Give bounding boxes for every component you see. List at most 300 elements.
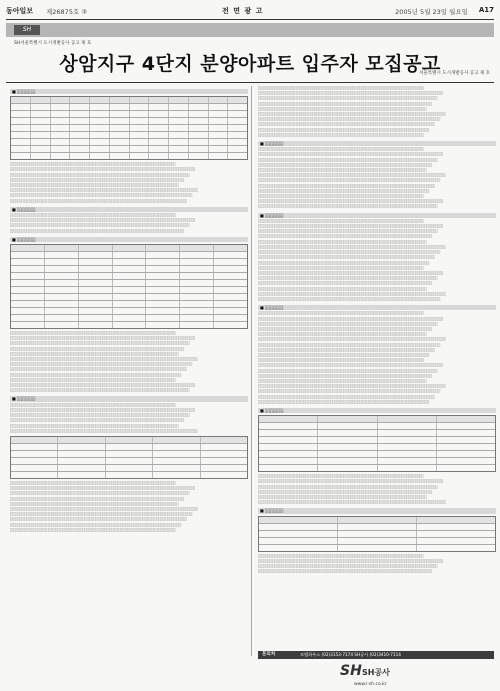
fineprint-line: ░░░░░░░░░░░░░░░░░░░░░░░░░░░░░░░░░░░░░░░░░░░░░░░░░░░░░░░░░░░░░░░░░░░: [10, 407, 196, 412]
table-cell: [50, 118, 70, 124]
table-cell: [50, 125, 70, 131]
table-cell: [69, 139, 89, 145]
fineprint-line: ░░░░░░░░░░░░░░░░░░░░░░░░░░░░░░░░░░░░░░░░░░░░░░░░░░░░░░░░░░░░░░░░░░░: [10, 218, 196, 223]
table-row: [11, 124, 247, 131]
fineprint-line: ░░░░░░░░░░░░░░░░░░░░░░░░░░░░░░░░░░░░░░░░░░░░░░░░░░░░░░░░░░░░: [258, 147, 424, 152]
table-cell: [11, 125, 30, 131]
table-cell: [377, 451, 436, 457]
fineprint-line: ░░░░░░░░░░░░░░░░░░░░░░░░░░░░░░░░░░░░░░░░░░░░░░░░░░░░░░░░░░░░░: [258, 106, 427, 111]
fineprint-line: ░░░░░░░░░░░░░░░░░░░░░░░░░░░░░░░░░░░░░░░░░░░░░░░░░░░░░░░░░░░░: [10, 162, 176, 167]
table-cell: [148, 97, 168, 103]
table-row: [11, 110, 247, 117]
fineprint-line: ░░░░░░░░░░░░░░░░░░░░░░░░░░░░░░░░░░░░░░░░░░░░░░░░░░░░░░░░░░░░░░░░░░░: [258, 224, 444, 229]
fineprint-line: ░░░░░░░░░░░░░░░░░░░░░░░░░░░░░░░░░░░░░░░░░░░░░░░░░░░░░░░░░░░░░░: [258, 352, 430, 357]
table-cell: [168, 139, 188, 145]
table-cell: [179, 315, 213, 321]
table-row: [11, 145, 247, 152]
table-cell: [208, 104, 228, 110]
table-cell: [109, 111, 129, 117]
fineprint-line: ░░░░░░░░░░░░░░░░░░░░░░░░░░░░░░░░░░░░░░░░░░░░░░░░░░░░░░░░░░░░░░░░░░: [10, 193, 193, 198]
table-cell: [168, 111, 188, 117]
fineprint-line: ░░░░░░░░░░░░░░░░░░░░░░░░░░░░░░░░░░░░░░░░░░░░░░░░░░░░░░░░░░░░░░░░░░░: [258, 91, 444, 96]
fineprint-line: ░░░░░░░░░░░░░░░░░░░░░░░░░░░░░░░░░░░░░░░░░░░░░░░░░░░░░░░░░░░░░: [258, 286, 427, 291]
table-cell: [129, 132, 149, 138]
fineprint-line: ░░░░░░░░░░░░░░░░░░░░░░░░░░░░░░░░░░░░░░░░░░░░░░░░░░░░░░░░░░░░░░: [258, 399, 430, 404]
table-cell: [30, 139, 50, 145]
table-cell: [152, 458, 199, 464]
table-cell: [208, 125, 228, 131]
fineprint-line: ░░░░░░░░░░░░░░░░░░░░░░░░░░░░░░░░░░░░░░░░░░░░░░░░░░░░░░░░░░░░░: [10, 423, 179, 428]
table-cell: [188, 104, 208, 110]
table-cell: [227, 111, 247, 117]
table-row: [11, 265, 247, 272]
table-cell: [30, 153, 50, 159]
table-cell: [377, 437, 436, 443]
table-cell: [112, 301, 146, 307]
table-cell: [78, 315, 112, 321]
table-cell: [89, 97, 109, 103]
table-cell: [145, 315, 179, 321]
page-title: 상암지구 4단지 분양아파트 입주자 모집공고: [59, 53, 441, 75]
table-cell: [200, 444, 247, 450]
table-cell: [109, 132, 129, 138]
table-cell: [57, 458, 104, 464]
table-cell: [11, 280, 44, 286]
fineprint-line: ░░░░░░░░░░░░░░░░░░░░░░░░░░░░░░░░░░░░░░░░░░░░░░░░░░░░░░░░░░░░: [258, 553, 424, 558]
table-cell: [148, 132, 168, 138]
table-cell: [129, 118, 149, 124]
table-row: [11, 245, 247, 251]
left-column-fineprint: [10, 86, 248, 656]
table-cell: [78, 322, 112, 328]
table-cell: [78, 252, 112, 258]
table-cell: [11, 97, 30, 103]
table-cell: [179, 294, 213, 300]
table-cell: [416, 524, 495, 530]
table-cell: [208, 111, 228, 117]
table-cell: [69, 146, 89, 152]
table-row: [11, 117, 247, 124]
fineprint-line: ░░░░░░░░░░░░░░░░░░░░░░░░░░░░░░░░░░░░░░░░░░░░░░░░░░░░░░░░░░░░░░░: [10, 418, 185, 423]
table-row: [11, 152, 247, 159]
fineprint-table: [258, 415, 496, 472]
fineprint-line: ░░░░░░░░░░░░░░░░░░░░░░░░░░░░░░░░░░░░░░░░░░░░░░░░░░░░░░░░░░░░░░░: [258, 326, 433, 331]
table-cell: [227, 118, 247, 124]
table-row: [259, 436, 495, 443]
table-cell: [152, 444, 199, 450]
table-cell: [30, 111, 50, 117]
table-cell: [11, 294, 44, 300]
fineprint-line: ░░░░░░░░░░░░░░░░░░░░░░░░░░░░░░░░░░░░░░░░░░░░░░░░░░░░░░░░░░░░░░░: [10, 346, 185, 351]
table-cell: [44, 315, 78, 321]
table-cell: [69, 132, 89, 138]
table-cell: [44, 322, 78, 328]
table-cell: [89, 139, 109, 145]
table-row: [259, 416, 495, 422]
table-cell: [168, 118, 188, 124]
table-row: [11, 437, 247, 443]
table-cell: [129, 125, 149, 131]
table-row: [259, 544, 495, 551]
newspaper-name: 동아일보: [6, 7, 34, 15]
table-cell: [112, 322, 146, 328]
table-cell: [30, 104, 50, 110]
table-cell: [69, 97, 89, 103]
fineprint-line: ░░░░░░░░░░░░░░░░░░░░░░░░░░░░░░░░░░░░░░░░░░░░░░░░░░░░░░░░░░░░░░░░░░: [258, 389, 441, 394]
table-cell: [148, 111, 168, 117]
table-cell: [11, 266, 44, 272]
fineprint-line: ░░░░░░░░░░░░░░░░░░░░░░░░░░░░░░░░░░░░░░░░░░░░░░░░░░░░░░░░░░░░░░░░░: [258, 484, 438, 489]
table-cell: [57, 451, 104, 457]
fineprint-line: ░░░░░░░░░░░░░░░░░░░░░░░░░░░░░░░░░░░░░░░░░░░░░░░░░░░░░░░░░░░░░░░░░: [10, 341, 190, 346]
section-heading-block: ■ ░░░░░░: [10, 207, 248, 212]
table-cell: [436, 416, 495, 422]
table-cell: [109, 125, 129, 131]
table-row: [11, 450, 247, 457]
fineprint-line: ░░░░░░░░░░░░░░░░░░░░░░░░░░░░░░░░░░░░░░░░░░░░░░░░░░░░░░░░░░░░░░░░░░: [10, 362, 193, 367]
table-row: [259, 429, 495, 436]
page-number: A17: [478, 6, 494, 14]
table-cell: [317, 430, 376, 436]
fineprint-line: ░░░░░░░░░░░░░░░░░░░░░░░░░░░░░░░░░░░░░░░░░░░░░░░░░░░░░░░░░░░░░░░░░░░: [258, 363, 444, 368]
fineprint-line: ░░░░░░░░░░░░░░░░░░░░░░░░░░░░░░░░░░░░░░░░░░░░░░░░░░░░░░░░░░░░░: [258, 495, 427, 499]
table-cell: [227, 125, 247, 131]
table-cell: [259, 517, 337, 523]
table-row: [11, 258, 247, 265]
table-cell: [213, 322, 247, 328]
right-column-fineprint: [258, 86, 496, 656]
table-row: [11, 279, 247, 286]
fineprint-line: ░░░░░░░░░░░░░░░░░░░░░░░░░░░░░░░░░░░░░░░░░░░░░░░░░░░░░░░░░░░░░░: [258, 260, 430, 265]
table-cell: [105, 451, 152, 457]
table-cell: [377, 416, 436, 422]
table-cell: [11, 322, 44, 328]
table-cell: [44, 259, 78, 265]
fineprint-line: ░░░░░░░░░░░░░░░░░░░░░░░░░░░░░░░░░░░░░░░░░░░░░░░░░░░░░░░░░░░░░░: [258, 188, 430, 193]
table-cell: [148, 146, 168, 152]
table-cell: [200, 451, 247, 457]
table-cell: [11, 132, 30, 138]
table-cell: [377, 458, 436, 464]
table-cell: [30, 125, 50, 131]
table-cell: [145, 245, 179, 251]
table-row: [259, 443, 495, 450]
table-cell: [259, 545, 337, 551]
table-cell: [208, 132, 228, 138]
fineprint-table: [258, 516, 496, 552]
table-cell: [436, 423, 495, 429]
table-cell: [30, 97, 50, 103]
table-row: [11, 457, 247, 464]
table-cell: [179, 287, 213, 293]
table-cell: [416, 538, 495, 544]
table-cell: [145, 322, 179, 328]
table-cell: [188, 118, 208, 124]
section-heading-block: ■ ░░░░░░: [10, 89, 248, 94]
table-cell: [200, 458, 247, 464]
table-cell: [11, 465, 57, 471]
section-heading-block: ■ ░░░░░░: [258, 508, 496, 513]
table-cell: [317, 444, 376, 450]
table-cell: [188, 139, 208, 145]
table-cell: [11, 458, 57, 464]
table-cell: [148, 118, 168, 124]
fineprint-line: ░░░░░░░░░░░░░░░░░░░░░░░░░░░░░░░░░░░░░░░░░░░░░░░░░░░░░░░░░░░░░░░░░░░: [258, 270, 444, 275]
table-cell: [179, 266, 213, 272]
table-cell: [112, 259, 146, 265]
table-cell: [112, 266, 146, 272]
table-cell: [109, 153, 129, 159]
fineprint-line: ░░░░░░░░░░░░░░░░░░░░░░░░░░░░░░░░░░░░░░░░░░░░░░░░░░░░░░░░░░░░░░░░: [258, 394, 435, 399]
title-rule: [6, 82, 494, 83]
table-cell: [89, 132, 109, 138]
fineprint-line: ░░░░░░░░░░░░░░░░░░░░░░░░░░░░░░░░░░░░░░░░░░░░░░░░░░░░░░░░░░░░: [10, 527, 176, 532]
table-cell: [57, 472, 104, 478]
table-cell: [11, 104, 30, 110]
fineprint-line: ░░░░░░░░░░░░░░░░░░░░░░░░░░░░░░░░░░░░░░░░░░░░░░░░░░░░░░░░░░░░░░░: [258, 281, 433, 286]
table-cell: [188, 125, 208, 131]
table-cell: [213, 273, 247, 279]
table-cell: [89, 104, 109, 110]
fineprint-line: ░░░░░░░░░░░░░░░░░░░░░░░░░░░░░░░░░░░░░░░░░░░░░░░░░░░░░░░░░░░░: [258, 474, 424, 479]
table-cell: [179, 301, 213, 307]
fineprint-line: ░░░░░░░░░░░░░░░░░░░░░░░░░░░░░░░░░░░░░░░░░░░░░░░░░░░░░░░░░░░░░░░░░░░░: [10, 506, 198, 511]
table-cell: [179, 252, 213, 258]
table-cell: [227, 97, 247, 103]
fineprint-line: ░░░░░░░░░░░░░░░░░░░░░░░░░░░░░░░░░░░░░░░░░░░░░░░░░░░░░░░░░░░░░░░: [10, 496, 185, 501]
fineprint-line: ░░░░░░░░░░░░░░░░░░░░░░░░░░░░░░░░░░░░░░░░░░░░░░░░░░░░░░░░░░░░░░░░░: [258, 157, 438, 162]
table-cell: [11, 472, 57, 478]
table-cell: [129, 153, 149, 159]
fineprint-line: ░░░░░░░░░░░░░░░░░░░░░░░░░░░░░░░░░░░░░░░░░░░░░░░░░░░░░░░░░░░░░░░░: [258, 183, 435, 188]
table-cell: [129, 104, 149, 110]
table-row: [11, 286, 247, 293]
table-cell: [105, 444, 152, 450]
table-cell: [179, 245, 213, 251]
table-cell: [152, 451, 199, 457]
table-cell: [179, 259, 213, 265]
fineprint-line: ░░░░░░░░░░░░░░░░░░░░░░░░░░░░░░░░░░░░░░░░░░░░░░░░░░░░░░░░░░░░░░░░░░: [258, 342, 441, 347]
website-url: www.i-sh.co.kr: [354, 682, 387, 687]
table-cell: [57, 444, 104, 450]
table-cell: [416, 531, 495, 537]
fineprint-line: ░░░░░░░░░░░░░░░░░░░░░░░░░░░░░░░░░░░░░░░░░░░░░░░░░░░░░░░░░░░░░░: [258, 127, 430, 132]
fineprint-line: ░░░░░░░░░░░░░░░░░░░░░░░░░░░░░░░░░░░░░░░░░░░░░░░░░░░░░░░░░░░░░░░░░░: [10, 512, 193, 517]
fineprint-line: ░░░░░░░░░░░░░░░░░░░░░░░░░░░░░░░░░░░░░░░░░░░░░░░░░░░░░░░░░░░░: [258, 132, 424, 137]
table-cell: [337, 538, 416, 544]
table-row: [259, 457, 495, 464]
table-row: [11, 293, 247, 300]
table-cell: [168, 97, 188, 103]
table-cell: [259, 458, 317, 464]
fineprint-line: ░░░░░░░░░░░░░░░░░░░░░░░░░░░░░░░░░░░░░░░░░░░░░░░░░░░░░░░░░░░░░░░░░░░░: [10, 428, 198, 433]
fineprint-line: ░░░░░░░░░░░░░░░░░░░░░░░░░░░░░░░░░░░░░░░░░░░░░░░░░░░░░░░░░░░░░░░░░░░░: [258, 500, 446, 505]
fineprint-line: ░░░░░░░░░░░░░░░░░░░░░░░░░░░░░░░░░░░░░░░░░░░░░░░░░░░░░░░░░░░░░: [258, 168, 427, 173]
fineprint-line: ░░░░░░░░░░░░░░░░░░░░░░░░░░░░░░░░░░░░░░░░░░░░░░░░░░░░░░░░░░░░░░░: [258, 162, 433, 167]
table-cell: [337, 545, 416, 551]
table-cell: [112, 252, 146, 258]
fineprint-table: [10, 244, 248, 329]
table-cell: [337, 517, 416, 523]
table-row: [11, 307, 247, 314]
fineprint-line: ░░░░░░░░░░░░░░░░░░░░░░░░░░░░░░░░░░░░░░░░░░░░░░░░░░░░░░░░░░░░░░░░░░░: [258, 558, 444, 563]
table-cell: [179, 280, 213, 286]
table-cell: [44, 294, 78, 300]
issue-number: 제26875호 ③: [46, 8, 88, 16]
table-cell: [69, 104, 89, 110]
table-cell: [168, 146, 188, 152]
table-cell: [129, 111, 149, 117]
fineprint-line: ░░░░░░░░░░░░░░░░░░░░░░░░░░░░░░░░░░░░░░░░░░░░░░░░░░░░░░░░░░░░░░░░░░░: [258, 199, 444, 204]
table-cell: [109, 139, 129, 145]
table-cell: [188, 132, 208, 138]
section-label: 전 면 광 고: [222, 7, 264, 15]
fineprint-line: ░░░░░░░░░░░░░░░░░░░░░░░░░░░░░░░░░░░░░░░░░░░░░░░░░░░░░░░░░░░░░░░░: [258, 347, 435, 352]
table-cell: [129, 146, 149, 152]
table-cell: [11, 437, 57, 443]
fineprint-line: ░░░░░░░░░░░░░░░░░░░░░░░░░░░░░░░░░░░░░░░░░░░░░░░░░░░░░░░░░░░░░░░░░░░░: [258, 112, 446, 117]
top-rule: [6, 19, 494, 20]
table-cell: [259, 524, 337, 530]
table-cell: [148, 153, 168, 159]
table-cell: [148, 139, 168, 145]
fineprint-line: ░░░░░░░░░░░░░░░░░░░░░░░░░░░░░░░░░░░░░░░░░░░░░░░░░░░░░░░░░░░░░: [10, 183, 179, 188]
table-row: [11, 443, 247, 450]
table-cell: [44, 280, 78, 286]
table-cell: [89, 146, 109, 152]
table-cell: [78, 308, 112, 314]
table-cell: [145, 252, 179, 258]
fineprint-line: ░░░░░░░░░░░░░░░░░░░░░░░░░░░░░░░░░░░░░░░░░░░░░░░░░░░░░░░░░░░░░░░░░░░░: [258, 291, 446, 296]
fineprint-line: ░░░░░░░░░░░░░░░░░░░░░░░░░░░░░░░░░░░░░░░░░░░░░░░░░░░░░░░░░░░░░░░░░░: [258, 178, 441, 183]
table-cell: [44, 252, 78, 258]
fineprint-line: ░░░░░░░░░░░░░░░░░░░░░░░░░░░░░░░░░░░░░░░░░░░░░░░░░░░░░░░░░░░░░░░: [10, 177, 185, 182]
fineprint-line: ░░░░░░░░░░░░░░░░░░░░░░░░░░░░░░░░░░░░░░░░░░░░░░░░░░░░░░░░░░░░░░░: [258, 101, 433, 106]
table-cell: [213, 301, 247, 307]
fineprint-line: ░░░░░░░░░░░░░░░░░░░░░░░░░░░░░░░░░░░░░░░░░░░░░░░░░░░░░░░░░░░░: [10, 377, 176, 382]
table-cell: [317, 423, 376, 429]
table-cell: [69, 125, 89, 131]
fineprint-line: ░░░░░░░░░░░░░░░░░░░░░░░░░░░░░░░░░░░░░░░░░░░░░░░░░░░░░░░░░░░░░░░░░░: [258, 296, 441, 301]
table-cell: [213, 266, 247, 272]
fineprint-line: ░░░░░░░░░░░░░░░░░░░░░░░░░░░░░░░░░░░░░░░░░░░░░░░░░░░░░░░░░░░░░: [258, 332, 427, 337]
table-cell: [213, 280, 247, 286]
table-cell: [11, 287, 44, 293]
fineprint-line: ░░░░░░░░░░░░░░░░░░░░░░░░░░░░░░░░░░░░░░░░░░░░░░░░░░░░░░░░░░░░░░░░░░: [258, 250, 441, 255]
table-cell: [109, 118, 129, 124]
section-heading-block: ■ ░░░░░░: [258, 408, 496, 413]
fineprint-line: ░░░░░░░░░░░░░░░░░░░░░░░░░░░░░░░░░░░░░░░░░░░░░░░░░░░░░░░░░░░░░: [258, 378, 427, 383]
table-row: [11, 464, 247, 471]
table-row: [259, 450, 495, 457]
table-cell: [145, 280, 179, 286]
fineprint-line: ░░░░░░░░░░░░░░░░░░░░░░░░░░░░░░░░░░░░░░░░░░░░░░░░░░░░░░░░░░░░░░░░: [258, 255, 435, 260]
table-cell: [377, 444, 436, 450]
table-cell: [78, 273, 112, 279]
table-cell: [227, 139, 247, 145]
contact-label: 문의처: [262, 652, 276, 657]
table-cell: [105, 437, 152, 443]
table-cell: [213, 252, 247, 258]
table-cell: [11, 315, 44, 321]
section-heading-block: ■ ░░░░░░: [258, 305, 496, 310]
table-cell: [145, 259, 179, 265]
table-cell: [78, 259, 112, 265]
table-cell: [129, 97, 149, 103]
table-cell: [11, 301, 44, 307]
fineprint-line: ░░░░░░░░░░░░░░░░░░░░░░░░░░░░░░░░░░░░░░░░░░░░░░░░░░░░░░░░░░░░░: [10, 501, 179, 506]
table-cell: [213, 308, 247, 314]
table-cell: [436, 444, 495, 450]
table-row: [11, 314, 247, 321]
fineprint-line: ░░░░░░░░░░░░░░░░░░░░░░░░░░░░░░░░░░░░░░░░░░░░░░░░░░░░░░░░░░░░: [258, 194, 424, 199]
table-cell: [152, 465, 199, 471]
table-cell: [152, 437, 199, 443]
table-cell: [112, 273, 146, 279]
fineprint-line: ░░░░░░░░░░░░░░░░░░░░░░░░░░░░░░░░░░░░░░░░░░░░░░░░░░░░░░░░░░░░░░░░: [10, 367, 187, 372]
table-cell: [208, 139, 228, 145]
table-cell: [50, 104, 70, 110]
fineprint-line: ░░░░░░░░░░░░░░░░░░░░░░░░░░░░░░░░░░░░░░░░░░░░░░░░░░░░░░░░░░░░: [10, 213, 176, 218]
table-cell: [227, 146, 247, 152]
table-cell: [145, 301, 179, 307]
table-cell: [30, 118, 50, 124]
table-cell: [112, 315, 146, 321]
table-cell: [317, 437, 376, 443]
table-cell: [168, 104, 188, 110]
table-cell: [50, 132, 70, 138]
fineprint-line: ░░░░░░░░░░░░░░░░░░░░░░░░░░░░░░░░░░░░░░░░░░░░░░░░░░░░░░░░░░░░░░░: [258, 489, 433, 494]
table-cell: [145, 308, 179, 314]
fineprint-line: ░░░░░░░░░░░░░░░░░░░░░░░░░░░░░░░░░░░░░░░░░░░░░░░░░░░░░░░░░░░░░░░░░░░░: [258, 173, 446, 178]
table-cell: [69, 111, 89, 117]
table-cell: [129, 139, 149, 145]
section-heading-block: ■ ░░░░░░: [258, 213, 496, 218]
table-cell: [200, 437, 247, 443]
table-cell: [179, 322, 213, 328]
table-cell: [44, 245, 78, 251]
fineprint-line: ░░░░░░░░░░░░░░░░░░░░░░░░░░░░░░░░░░░░░░░░░░░░░░░░░░░░░░░░░░░░░░░░░: [10, 172, 190, 177]
notice-subtitle-right: 서울특별시 도시개발공사 공고 제 호: [419, 71, 490, 76]
table-cell: [11, 245, 44, 251]
table-cell: [30, 132, 50, 138]
table-cell: [112, 294, 146, 300]
table-cell: [11, 111, 30, 117]
table-cell: [30, 146, 50, 152]
fineprint-line: ░░░░░░░░░░░░░░░░░░░░░░░░░░░░░░░░░░░░░░░░░░░░░░░░░░░░░░░░░░░░: [10, 331, 176, 336]
fineprint-line: ░░░░░░░░░░░░░░░░░░░░░░░░░░░░░░░░░░░░░░░░░░░░░░░░░░░░░░░░░░░░░░░░░░: [258, 117, 441, 122]
sh-logo-name: SH공사: [362, 668, 390, 677]
contact-numbers: 모델하우스 (02)3153-7174 SH공사 (02)3410-7114: [300, 652, 401, 657]
table-cell: [11, 259, 44, 265]
table-cell: [109, 97, 129, 103]
fineprint-line: ░░░░░░░░░░░░░░░░░░░░░░░░░░░░░░░░░░░░░░░░░░░░░░░░░░░░░░░░░░░░: [258, 265, 424, 270]
fineprint-line: ░░░░░░░░░░░░░░░░░░░░░░░░░░░░░░░░░░░░░░░░░░░░░░░░░░░░░░░░░░░░░░░░░░░: [258, 479, 444, 484]
table-cell: [213, 259, 247, 265]
fineprint-line: ░░░░░░░░░░░░░░░░░░░░░░░░░░░░░░░░░░░░░░░░░░░░░░░░░░░░░░░░░░░░: [258, 311, 424, 316]
fineprint-line: ░░░░░░░░░░░░░░░░░░░░░░░░░░░░░░░░░░░░░░░░░░░░░░░░░░░░░░░░░░░░░░░░░: [10, 223, 190, 228]
fineprint-table: [10, 96, 248, 160]
table-cell: [213, 315, 247, 321]
fineprint-line: ░░░░░░░░░░░░░░░░░░░░░░░░░░░░░░░░░░░░░░░░░░░░░░░░░░░░░░░░░░░░░░░░░: [10, 491, 190, 496]
table-cell: [11, 444, 57, 450]
table-cell: [89, 125, 109, 131]
fineprint-line: ░░░░░░░░░░░░░░░░░░░░░░░░░░░░░░░░░░░░░░░░░░░░░░░░░░░░░░░░░░░░░░░░░: [258, 229, 438, 234]
table-row: [259, 523, 495, 530]
table-cell: [112, 280, 146, 286]
table-cell: [259, 437, 317, 443]
sh-corp-logo: [340, 663, 420, 683]
